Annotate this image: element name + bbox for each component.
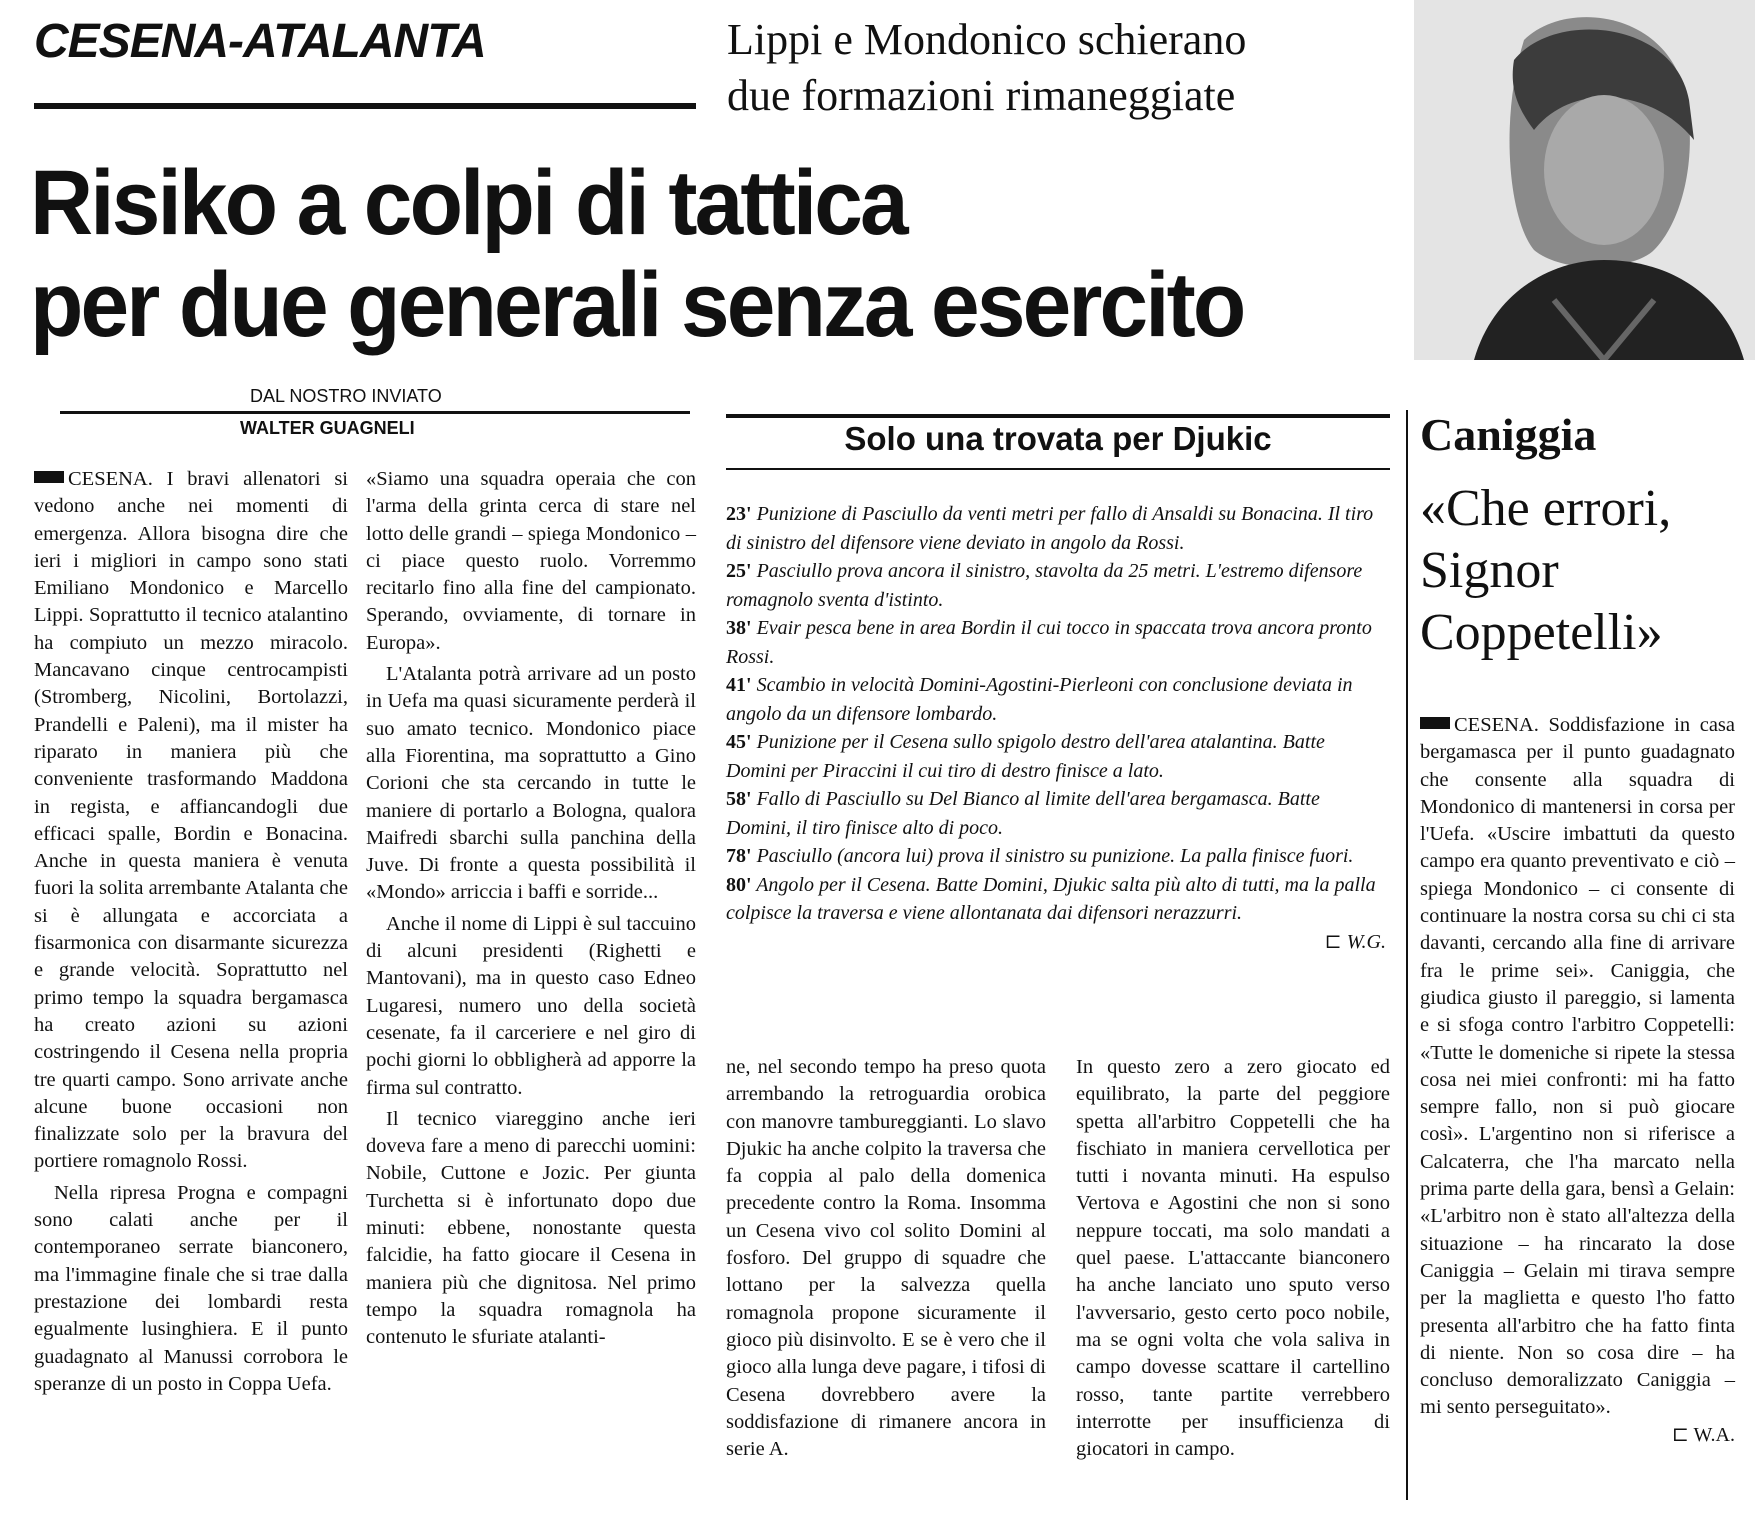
event-text: Angolo per il Cesena. Batte Domini, Djukic salta più alto di tutti, ma la palla colpisce la traversa e viene allontanata dai difensori nerazzurri. (726, 873, 1376, 924)
event-text: Punizione per il Cesena sullo spigolo destro dell'area atalantina. Batte Domini per Piraccini il cui tiro di destro finisce a lato. (726, 731, 1325, 782)
article-column-4 (1076, 1054, 1390, 1463)
box-rule-bottom (726, 468, 1390, 470)
player-portrait-image (1414, 0, 1755, 360)
event-minute: 80' (726, 873, 752, 896)
event-item (726, 871, 1386, 928)
sidebar-quote-line: Signor (1420, 542, 1559, 599)
sidebar-quote (1420, 478, 1740, 664)
box-initials: ⊏ W.G. (1324, 930, 1386, 953)
kicker-rule (34, 103, 696, 109)
event-text: Fallo di Pasciullo su Del Bianco al limite dell'area bergamasca. Batte Domini, il tiro finisce alto di poco. (726, 788, 1320, 839)
event-text: Scambio in velocità Domini-Agostini-Pierleoni con conclusione deviata in angolo da un difensore lombardo. (726, 674, 1353, 725)
event-item (726, 842, 1386, 871)
sidebar-quote-line: Coppetelli» (1420, 604, 1663, 661)
article-column-2 (366, 466, 696, 1352)
event-item (726, 671, 1386, 728)
byline-name: WALTER GUAGNELI (240, 418, 415, 438)
event-text: Pasciullo (ancora lui) prova il sinistro su punizione. La palla finisce fuori. (756, 845, 1354, 867)
headline-line-1: Risiko a colpi di tattica (30, 152, 906, 254)
article-paragraph: CESENA. I bravi allenatori si vedono anche nei momenti di emergenza. Allora bisogna dire che ieri i migliori in campo sono stati Emiliano Mondonico e Marcello Lippi. Soprattutto il tecnico atalantino ha compiuto un mezzo miracolo. Mancavano cinque centrocampisti (Stromberg, Nicolini, Bortolazzi, Prandelli e Paleni), ma il mister ha riparato in maniera più che conveniente trasformando Maddona in regista, e affiancandogli due efficaci spalle, Bordin e Bonacina. Anche in questa maniera è venuta fuori la solita arrembante Atalanta che si è allungata e accorciata a fisarmonica con disarmante sicurezza e grande velocità. Soprattutto nel primo tempo la squadra bergamasca ha creato azioni su azioni costringendo il Cesena nella propria tre quarti campo. Sono arrivate anche alcune buone occasioni non finalizzate solo per la bravura del portiere romagnolo Rossi. (34, 468, 348, 1173)
subhead (727, 12, 1287, 124)
event-minute: 58' (726, 788, 752, 810)
event-item (726, 728, 1386, 785)
sidebar-body (1420, 712, 1735, 1449)
dateline-bullet (34, 471, 64, 483)
event-item (726, 614, 1386, 671)
column-divider (1406, 410, 1408, 1500)
subhead-line-1: Lippi e Mondonico schierano (727, 15, 1247, 64)
article-paragraph: ne, nel secondo tempo ha preso quota arrembando la retroguardia orobica con manovre tambureggianti. Lo slavo Djukic ha anche colpito la traversa che fa coppia al palo della domenica precedente contro la Roma. Insomma un Cesena vivo col solito Domini al fosforo. Del gruppo di squadre che lottano per la salvezza quella romagnola propone sicuramente il gioco più disinvolto. E se è vero che il gioco alla lunga deve pagare, i tifosi di Cesena dovrebbero avere la soddisfazione di rimanere ancora in serie A. (726, 1056, 1046, 1461)
event-minute: 38' (726, 617, 752, 639)
article-paragraph: Nella ripresa Progna e compagni sono calati anche per il contemporaneo serrate bianconero, ma l'immagine finale che si trae dalla prestazione dei lombardi resta egualmente lusinghiera. E il punto guadagnato al Manussi corrobora le speranze di un posto in Coppa Uefa. (34, 1181, 348, 1395)
sidebar-name: Caniggia (1420, 409, 1597, 460)
event-item (726, 500, 1386, 557)
byline-rule (60, 411, 690, 414)
event-minute: 25' (726, 560, 752, 582)
article-paragraph: «Siamo una squadra operaia che con l'arma della grinta cerca di stare nel lotto delle grandi – spiega Mondonico – ci piace questo ruolo. Vorremmo recitarlo fino alla fine del campionato. Sperando, ovviamente, di tornare in Europa». (366, 468, 696, 654)
article-paragraph: Il tecnico viareggino anche ieri doveva fare a meno di parecchi uomini: Nobile, Cuttone e Jozic. Per giunta Turchetta si è infortunato dopo due minuti: ebbene, nonostante questa falcidie, ha fatto giocare il Cesena in maniera più che dignitosa. Nel primo tempo la squadra romagnola ha contenuto le sfuriate atalanti- (366, 1107, 696, 1349)
event-item (726, 785, 1386, 842)
article-paragraph: L'Atalanta potrà arrivare ad un posto in Uefa ma quasi sicuramente perderà il suo amato tecnico. Mondonico piace alla Fiorentina, ma soprattutto a Gino Corioni che sta cercando in tutte le maniere di portarlo a Bologna, qualora Maifredi sbarchi sulla panchina della Juve. Di fronte a questa possibilità il «Mondo» arriccia i baffi e sorride... (366, 663, 696, 904)
event-text: Evair pesca bene in area Bordin il cui tocco in spaccata trova ancora pronto Rossi. (726, 617, 1372, 668)
event-text: Punizione di Pasciullo da venti metri per fallo di Ansaldi su Bonacina. Il tiro di sinistro del difensore viene deviato in angolo da Rossi. (726, 503, 1374, 554)
sidebar-initials: ⊏ W.A. (1671, 1423, 1735, 1446)
box-title: Solo una trovata per Djukic (844, 420, 1272, 457)
event-minute: 41' (726, 674, 752, 696)
sidebar-paragraph: CESENA. Soddisfazione in casa bergamasca per il punto guadagnato che consente alla squadra di Mondonico di mantenersi in corsa per l'Uefa. «Uscire imbattuti da questo campo era quanto preventivato e ciò – spiega Mondonico – ci consente di continuare la nostra corsa su chi ci sta davanti, cercando alla fine di arrivare fra le prime sei». Caniggia, che giudica giusto il pareggio, si lamenta e si sfoga contro l'arbitro Coppetelli: «Tutte le domeniche si ripete la stessa cosa nei miei confronti: mi ha fatto sempre fallo, non si può giocare così». L'argentino non si riferisce a Calcaterra, che l'ha marcato nella prima parte della gara, bensì a Gelain: «L'arbitro non è stato all'altezza della situazione – ha rincarato la dose Caniggia – Gelain mi tirava sempre per la maglietta e questo l'ho fatto presenta all'arbitro che ha fatto finta di niente. Non so cosa dire – ha concluso demoralizzato Caniggia – mi sento perseguitato». (1420, 714, 1735, 1419)
sidebar-dateline: CESENA. (1454, 714, 1539, 736)
event-item (726, 557, 1386, 614)
article-column-1 (34, 466, 348, 1398)
match-events (726, 500, 1386, 956)
event-minute: 23' (726, 503, 752, 525)
event-text: Pasciullo prova ancora il sinistro, stavolta da 25 metri. L'estremo difensore romagnolo sventa d'istinto. (726, 560, 1363, 611)
article-paragraph: Anche il nome di Lippi è sul taccuino di alcuni presidenti (Righetti e Mantovani), ma in questo caso Edneo Lugaresi, numero uno della società cesenate, fa il carceriere e nel giro di pochi giorni lo obbligherà ad apporre la firma sul contratto. (366, 912, 696, 1099)
player-photo (1414, 0, 1755, 360)
kicker: CESENA-ATALANTA (34, 15, 486, 68)
dateline-bullet (1420, 717, 1450, 729)
event-minute: 78' (726, 845, 752, 867)
article-column-3 (726, 1054, 1046, 1463)
subhead-line-2: due formazioni rimaneggiate (727, 71, 1236, 120)
dateline: CESENA. (68, 468, 153, 490)
box-rule-top (726, 414, 1390, 418)
byline-pre: DAL NOSTRO INVIATO (250, 386, 442, 406)
event-minute: 45' (726, 731, 752, 753)
article-paragraph: In questo zero a zero giocato ed equilibrato, la parte del peggiore spetta all'arbitro Coppetelli che ha fischiato in maniera cervellotica per tutti i novanta minuti. Ha espulso Vertova e Agostini che non si sono neppure toccati, ma solo mandati a quel paese. L'attaccante bianconero ha anche lanciato uno sputo verso l'avversario, gesto certo poco nobile, ma se ogni volta che vola saliva in campo dovesse scattare il cartellino rosso, tante partite verrebbero interrotte per insufficienza di giocatori in campo. (1076, 1056, 1390, 1461)
headline (30, 152, 1322, 356)
headline-line-2: per due generali senza esercito (30, 254, 1244, 356)
sidebar-quote-line: «Che errori, (1420, 480, 1672, 537)
